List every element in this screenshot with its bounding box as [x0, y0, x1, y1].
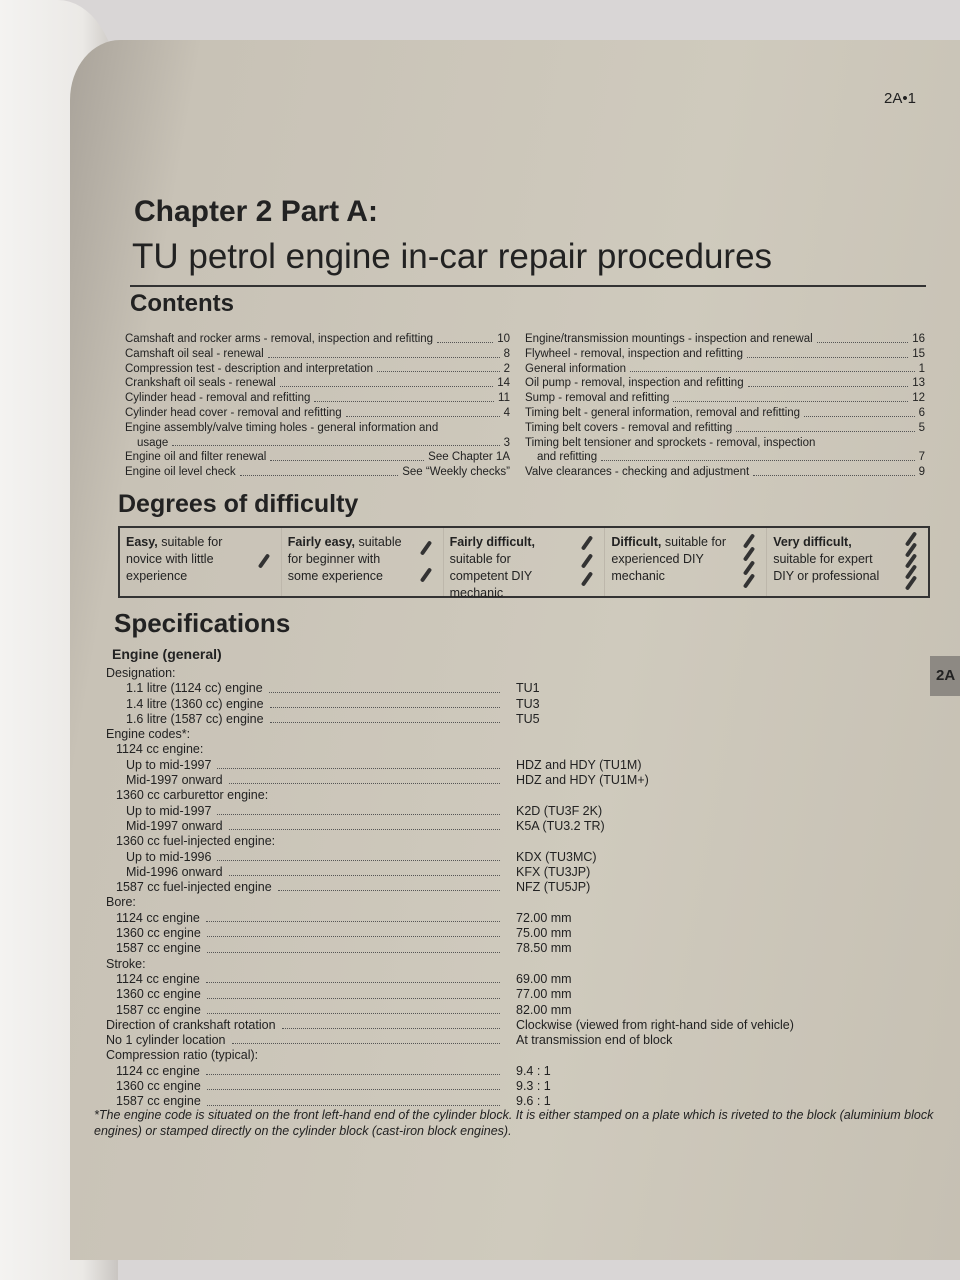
difficulty-level-description: suitable for novice with little experience — [126, 535, 223, 583]
contents-entry — [125, 421, 510, 436]
spec-row — [106, 1003, 866, 1018]
contents-entry — [525, 332, 925, 347]
contents-entry-label: Camshaft oil seal - renewal — [125, 347, 264, 360]
spec-label: 1124 cc engine — [116, 910, 200, 925]
difficulty-level-description: suitable for beginner with some experience — [287, 535, 402, 583]
contents-entry-page: 10 — [497, 333, 510, 345]
contents-entry — [125, 391, 510, 406]
difficulty-level — [605, 528, 767, 596]
dot-leader — [232, 1043, 500, 1044]
difficulty-level-name: Very difficult, — [773, 535, 852, 549]
dot-leader — [207, 1089, 500, 1090]
contents-entry-page: 7 — [918, 451, 925, 464]
difficulty-level-name: Fairly easy, — [287, 535, 355, 549]
dot-leader — [229, 875, 500, 876]
spec-value: 82.00 mm — [516, 1002, 572, 1017]
spec-label: 1587 cc engine — [116, 1094, 201, 1109]
spec-row — [106, 941, 866, 956]
contents-entry-page: 5 — [918, 421, 925, 434]
dot-leader — [206, 982, 500, 983]
contents-entry — [125, 436, 510, 451]
contents-entry-label: Compression test - description and interpretation — [125, 362, 374, 375]
spec-label: Mid-1997 onward — [126, 818, 223, 833]
difficulty-level — [120, 528, 282, 596]
dot-leader — [270, 722, 500, 723]
spec-row — [106, 712, 866, 727]
contents-entry — [525, 436, 925, 451]
dot-leader — [207, 1105, 500, 1106]
spec-value: TU1 — [516, 681, 540, 696]
spec-row — [106, 880, 866, 895]
dot-leader — [217, 768, 500, 769]
spec-value: 72.00 mm — [516, 910, 572, 925]
dot-leader — [346, 416, 500, 417]
dot-leader — [314, 401, 494, 402]
spec-label: 1.1 litre (1124 cc) engine — [126, 681, 263, 696]
spec-row — [106, 788, 866, 803]
contents-entry-label: Cylinder head cover - removal and refitting — [125, 406, 342, 419]
difficulty-level-description: suitable for experienced DIY mechanic — [611, 535, 727, 583]
difficulty-level — [767, 528, 928, 596]
contents-entry — [525, 406, 925, 421]
spec-row — [106, 758, 866, 773]
spec-value: 9.6 : 1 — [516, 1094, 551, 1109]
contents-entry-page: 6 — [918, 406, 925, 419]
dot-leader — [240, 475, 399, 476]
spec-row — [106, 834, 866, 849]
dot-leader — [217, 814, 500, 815]
spanner-icon — [576, 534, 598, 588]
spec-label: Up to mid-1997 — [126, 757, 212, 772]
dot-leader — [817, 342, 909, 343]
contents-entry-label: Engine oil level check — [125, 466, 236, 479]
contents-entry-page: See Chapter 1A — [428, 451, 510, 464]
page-number: 2A•1 — [884, 90, 916, 107]
dot-leader — [377, 371, 500, 372]
spec-row — [106, 681, 866, 696]
contents-entry-label: Cylinder head - removal and refitting — [125, 392, 311, 405]
contents-entry-page: 1 — [918, 362, 925, 375]
dot-leader — [229, 829, 500, 830]
dot-leader — [268, 357, 500, 358]
spec-label: 1124 cc engine — [116, 971, 200, 986]
spec-value: 78.50 mm — [516, 941, 572, 956]
contents-entry-page: 12 — [912, 392, 925, 405]
dot-leader — [217, 860, 500, 861]
difficulty-level-description: suitable for competent DIY mechanic — [449, 552, 533, 600]
dot-leader — [229, 783, 500, 784]
spec-row — [106, 895, 866, 910]
spec-row — [106, 1079, 866, 1094]
contents-entry-label: Valve clearances - checking and adjustment — [525, 466, 750, 479]
spec-row — [106, 742, 866, 757]
contents-entry-page: 13 — [912, 377, 925, 390]
contents-entry-page: 4 — [503, 406, 510, 419]
spec-row — [106, 804, 866, 819]
contents-entry — [525, 465, 925, 480]
spec-row — [106, 1048, 866, 1063]
spec-label: Stroke: — [106, 956, 146, 971]
contents-entry — [525, 450, 925, 465]
manual-page — [70, 40, 960, 1260]
dot-leader — [207, 1013, 500, 1014]
spec-value: TU5 — [516, 711, 540, 726]
spec-label: Designation: — [106, 666, 176, 680]
contents-entry-page: 15 — [912, 347, 925, 360]
contents-entry — [125, 347, 510, 362]
spec-label: Compression ratio (typical): — [106, 1048, 259, 1063]
dot-leader — [270, 707, 500, 708]
contents-entry — [125, 406, 510, 421]
spec-label: Mid-1997 onward — [126, 773, 223, 788]
contents-entry-page: 8 — [503, 347, 510, 360]
dot-leader — [172, 445, 499, 446]
spec-label: 1587 cc fuel-injected engine — [116, 880, 272, 895]
contents-entry-label: Engine/transmission mountings - inspection and renewal — [525, 333, 813, 345]
contents-entry-label: and refitting — [537, 451, 598, 464]
spec-label: Bore: — [106, 895, 136, 910]
dot-leader — [673, 401, 908, 402]
difficulty-level-name: Difficult, — [611, 535, 662, 549]
contents-entry-label: Engine oil and filter renewal — [125, 451, 267, 464]
contents-entry-label: Crankshaft oil seals - renewal — [125, 377, 276, 390]
spec-row — [106, 1018, 866, 1033]
spanner-icon — [900, 534, 922, 588]
contents-entry-page: See “Weekly checks” — [402, 466, 510, 479]
spec-label: Up to mid-1997 — [126, 803, 212, 818]
dot-leader — [753, 475, 914, 476]
contents-entry — [525, 421, 925, 436]
contents-entry — [125, 450, 510, 465]
spec-row — [106, 957, 866, 972]
contents-entry-label: Flywheel - removal, inspection and refitting — [525, 347, 743, 360]
specifications-heading: Specifications — [114, 608, 291, 638]
difficulty-level — [282, 528, 444, 596]
contents-entry — [125, 376, 510, 391]
contents-entry-page: 2 — [503, 362, 510, 375]
difficulty-level-name: Easy, — [126, 535, 158, 549]
spec-value: 9.3 : 1 — [516, 1079, 551, 1094]
chapter-side-tab: 2A — [930, 656, 960, 696]
chapter-title: Chapter 2 Part A: — [134, 195, 378, 228]
chapter-subtitle: TU petrol engine in-car repair procedures — [132, 237, 773, 276]
spec-value: Clockwise (viewed from right-hand side of vehicle) — [516, 1017, 794, 1032]
spec-label: 1360 cc carburettor engine: — [116, 788, 269, 803]
spec-value: K5A (TU3.2 TR) — [516, 818, 605, 833]
spec-row — [106, 819, 866, 834]
dot-leader — [207, 936, 500, 937]
contents-list-left — [125, 332, 510, 480]
spec-value: TU3 — [516, 696, 540, 711]
contents-list-right — [525, 332, 925, 480]
spec-value: At transmission end of block — [516, 1033, 673, 1048]
spec-label: 1.6 litre (1587 cc) engine — [126, 711, 264, 726]
spec-row — [106, 972, 866, 987]
spec-label: 1360 cc fuel-injected engine: — [116, 834, 276, 849]
dot-leader — [736, 431, 914, 432]
spec-label: 1360 cc engine — [116, 926, 201, 941]
spec-value: NFZ (TU5JP) — [516, 880, 591, 895]
spec-label: Direction of crankshaft rotation — [106, 1017, 276, 1032]
dot-leader — [207, 952, 500, 953]
difficulty-level — [444, 528, 606, 600]
dot-leader — [206, 1074, 500, 1075]
contents-heading: Contents — [130, 290, 234, 317]
contents-entry — [525, 347, 925, 362]
spec-value: 75.00 mm — [516, 926, 572, 941]
spec-label: 1124 cc engine — [116, 1063, 200, 1078]
spec-value: KDX (TU3MC) — [516, 849, 597, 864]
dot-leader — [748, 386, 909, 387]
contents-entry — [525, 362, 925, 377]
contents-entry — [525, 376, 925, 391]
spec-row — [106, 697, 866, 712]
contents-entry-page: 3 — [503, 436, 510, 449]
spec-row — [106, 1064, 866, 1079]
spec-row — [106, 727, 866, 742]
contents-entry — [525, 391, 925, 406]
spanner-icon — [415, 534, 437, 588]
spanner-icon — [738, 534, 760, 588]
difficulty-level-description: suitable for expert DIY or professional — [773, 552, 880, 583]
spec-label: Up to mid-1996 — [126, 849, 212, 864]
spec-label: 1360 cc engine — [116, 987, 201, 1002]
spec-label: 1360 cc engine — [116, 1079, 201, 1094]
contents-entry — [125, 332, 510, 347]
spec-value: 9.4 : 1 — [516, 1063, 551, 1078]
contents-entry-page: 14 — [497, 377, 510, 390]
contents-entry-label: Timing belt - general information, removal and refitting — [525, 406, 801, 419]
spec-label: 1587 cc engine — [116, 1002, 201, 1017]
spec-row — [106, 773, 866, 788]
contents-entry-label: General information — [525, 362, 626, 375]
contents-entry-label: Engine assembly/valve timing holes - general information and — [125, 421, 439, 434]
contents-entry-page: 11 — [498, 392, 510, 405]
dot-leader — [630, 371, 915, 372]
dot-leader — [280, 386, 493, 387]
spec-label: 1587 cc engine — [116, 941, 201, 956]
spec-value: 77.00 mm — [516, 987, 572, 1002]
contents-entry-label: Timing belt tensioner and sprockets - removal, inspection — [525, 436, 816, 449]
difficulty-legend — [118, 526, 930, 598]
spec-label: 1.4 litre (1360 cc) engine — [126, 696, 264, 711]
contents-entry-page: 9 — [918, 466, 925, 479]
spec-row — [106, 1033, 866, 1048]
contents-entry-label: Sump - removal and refitting — [525, 392, 670, 405]
contents-entry-label: Oil pump - removal, inspection and refitting — [525, 377, 744, 390]
contents-entry-label: usage — [137, 436, 169, 449]
spec-value: 69.00 mm — [516, 971, 572, 986]
spanner-icon — [253, 534, 275, 588]
dot-leader — [282, 1028, 500, 1029]
spec-value: HDZ and HDY (TU1M+) — [516, 773, 649, 788]
dot-leader — [270, 460, 424, 461]
spec-row — [106, 987, 866, 1002]
contents-entry-label: Timing belt covers - removal and refitting — [525, 421, 733, 434]
spec-row — [106, 926, 866, 941]
dot-leader — [437, 342, 493, 343]
spec-label: 1124 cc engine: — [116, 742, 204, 757]
spec-row — [106, 666, 866, 681]
specifications-subheading: Engine (general) — [112, 646, 222, 662]
spec-label: Engine codes*: — [106, 727, 191, 742]
dot-leader — [207, 998, 500, 999]
spec-value: HDZ and HDY (TU1M) — [516, 757, 642, 772]
specifications-list — [106, 666, 866, 1110]
title-divider — [130, 285, 926, 287]
dot-leader — [747, 357, 908, 358]
spec-value: KFX (TU3JP) — [516, 864, 591, 879]
spec-row — [106, 865, 866, 880]
contents-entry-label: Camshaft and rocker arms - removal, inspection and refitting — [125, 333, 434, 345]
difficulty-heading: Degrees of difficulty — [118, 490, 359, 518]
dot-leader — [601, 460, 914, 461]
dot-leader — [206, 921, 500, 922]
dot-leader — [269, 692, 500, 693]
spec-value: K2D (TU3F 2K) — [516, 803, 603, 818]
spec-row — [106, 911, 866, 926]
contents-entry — [125, 362, 510, 377]
spec-row — [106, 850, 866, 865]
difficulty-level-name: Fairly difficult, — [449, 535, 536, 549]
contents-entry-page: 16 — [912, 333, 925, 345]
footnote: *The engine code is situated on the front left-hand end of the cylinder block. It is either stamped on a plate which is riveted to the block (aluminium block engines) or stamped directly on the cylinder block (cast-iron block engines). — [94, 1108, 934, 1138]
spec-label: Mid-1996 onward — [126, 864, 223, 879]
spec-label: No 1 cylinder location — [106, 1033, 226, 1048]
dot-leader — [804, 416, 915, 417]
contents-entry — [125, 465, 510, 480]
dot-leader — [278, 890, 500, 891]
